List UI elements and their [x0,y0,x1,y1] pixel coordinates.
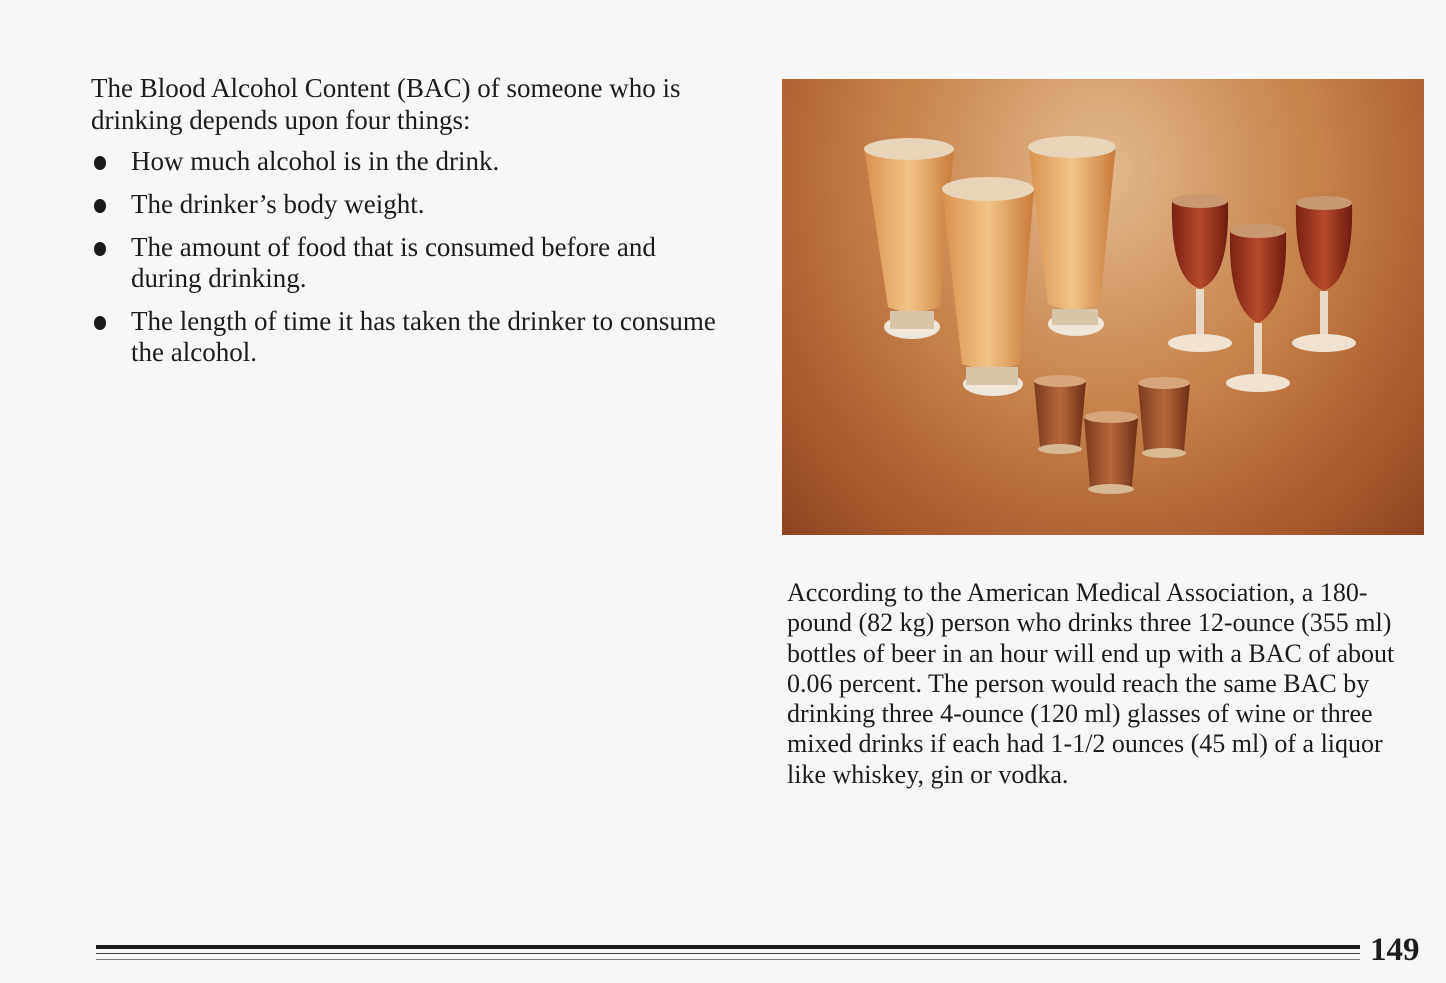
list-item-text: The amount of food that is consumed before and during drinking. [131,232,656,293]
beer-glass [942,177,1034,396]
bullet-icon [94,199,106,213]
list-item-text: The length of time it has taken the drinker to consume the alcohol. [131,306,716,367]
shot-glass [1034,375,1086,454]
ama-paragraph: According to the American Medical Association, a 180-pound (82 kg) person who drinks three 12-ounce (355 ml) bottles of beer in an hour will end up with a BAC of about 0.06 percent. The person would reach the same BAC by drinking three 4-ounce (120 ml) glasses of wine or three mixed drinks if each had 1-1/2 ounces (45 ml) of a liquor like whiskey, gin or vodka. [787,578,1395,789]
drinks-photo [782,79,1424,535]
bullet-icon [94,156,106,170]
beer-glass [1028,136,1116,336]
bac-factors-list [91,146,731,368]
bullet-icon [94,316,106,330]
page-number: 149 [1370,932,1420,968]
shot-glass [1084,411,1138,494]
drinks-illustration [782,79,1424,535]
left-column [91,72,731,380]
list-item [91,146,731,177]
wine-glass [1292,196,1356,352]
footer-rule [96,945,1360,949]
bullet-icon [94,242,106,256]
intro-paragraph: The Blood Alcohol Content (BAC) of someone who is drinking depends upon four things: [91,73,681,135]
list-item [91,189,731,220]
wine-glass [1168,194,1232,352]
footer-rule-thin [96,953,1360,954]
list-item-text: The drinker’s body weight. [131,189,425,219]
beer-glass [864,138,954,339]
footer-rule-thin [96,959,1360,960]
wine-glass [1226,224,1290,392]
list-item-text: How much alcohol is in the drink. [131,146,500,176]
list-item [91,232,731,294]
shot-glass [1138,377,1190,458]
list-item [91,306,731,368]
